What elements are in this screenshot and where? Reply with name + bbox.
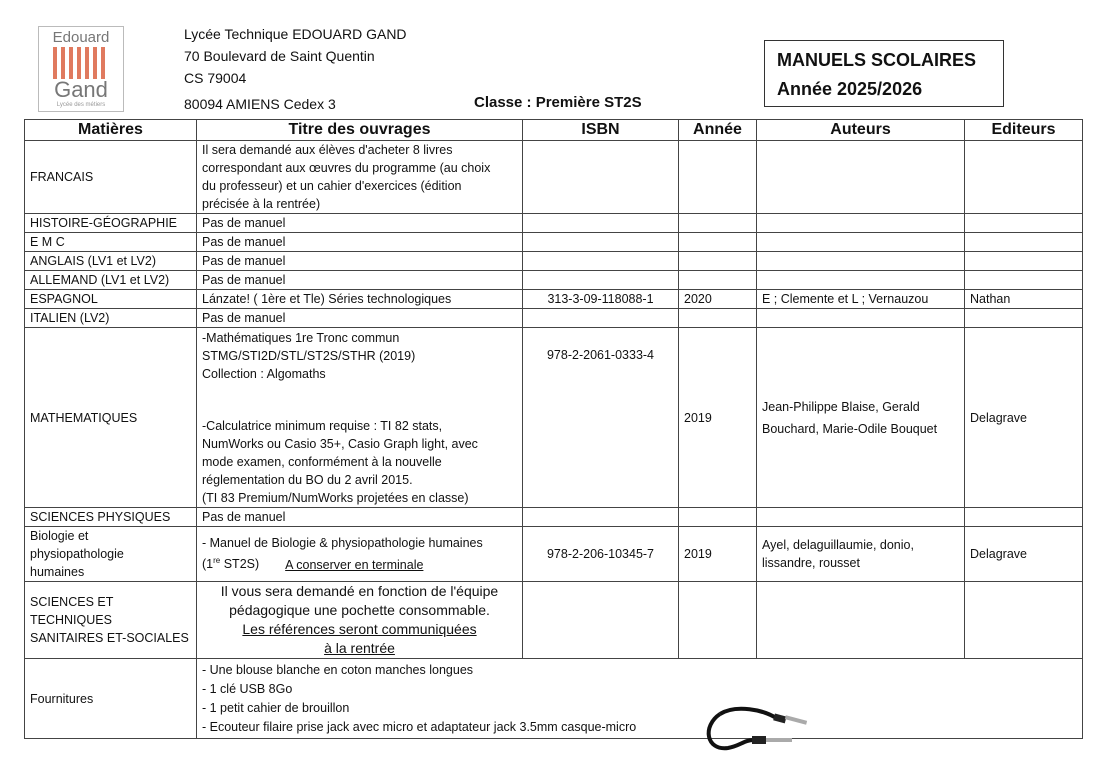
- year-cell: 2019: [679, 527, 757, 582]
- authors-cell: [757, 233, 965, 252]
- col-header-matieres: Matières: [25, 120, 197, 141]
- authors-cell: [757, 252, 965, 271]
- text-line: réglementation du BO du 2 avril 2015.: [202, 472, 413, 487]
- title-cell: Pas de manuel: [197, 271, 523, 290]
- publisher-cell: [965, 271, 1083, 290]
- authors-cell: E ; Clemente et L ; Vernauzou: [757, 290, 965, 309]
- table-row: [25, 214, 1083, 233]
- year-cell: [679, 252, 757, 271]
- year-cell: [679, 214, 757, 233]
- title-cell: [197, 141, 523, 214]
- subject-cell: ITALIEN (LV2): [25, 309, 197, 328]
- address-line-1: Lycée Technique EDOUARD GAND: [184, 26, 407, 42]
- col-header-annee: Année: [679, 120, 757, 141]
- text-line: -Calculatrice minimum requise : TI 82 stats,: [202, 418, 443, 433]
- text-line: pédagogique une pochette consommable.: [229, 602, 490, 618]
- table-row: [25, 328, 1083, 508]
- col-header-titre: Titre des ouvrages: [197, 120, 523, 141]
- subject-cell: [25, 527, 197, 582]
- table-row: [25, 233, 1083, 252]
- subject-cell: E M C: [25, 233, 197, 252]
- year-cell: [679, 508, 757, 527]
- year-cell: [679, 271, 757, 290]
- text-line: humaines: [30, 565, 85, 579]
- list-item: - 1 clé USB 8Go: [202, 681, 293, 696]
- earphone-adapter-icon: [702, 696, 812, 766]
- text-line: Jean-Philippe Blaise, Gerald: [762, 399, 920, 414]
- text-line: SCIENCES ET TECHNIQUES: [30, 595, 114, 627]
- logo-text-top: Edouard: [52, 29, 110, 46]
- year-cell: 2019: [679, 328, 757, 508]
- subject-cell: ALLEMAND (LV1 et LV2): [25, 271, 197, 290]
- subject-cell: HISTOIRE-GÉOGRAPHIE: [25, 214, 197, 233]
- text-line: SANITAIRES ET-SOCIALES: [30, 631, 189, 645]
- subject-cell: ESPAGNOL: [25, 290, 197, 309]
- list-item: - Ecouteur filaire prise jack avec micro et adaptateur jack 3.5mm casque-micro: [202, 719, 637, 734]
- year-cell: [679, 141, 757, 214]
- table-row: [25, 271, 1083, 290]
- authors-cell: [757, 271, 965, 290]
- isbn-cell: [523, 309, 679, 328]
- logo-tagline: Lycée des métiers: [56, 102, 106, 108]
- publisher-cell: Delagrave: [965, 328, 1083, 508]
- text-line: Biologie et: [30, 529, 89, 543]
- isbn-cell: [523, 582, 679, 659]
- title-cell: Pas de manuel: [197, 233, 523, 252]
- publisher-cell: [965, 141, 1083, 214]
- text-line: mode examen, conformément à la nouvelle: [202, 454, 442, 469]
- publisher-cell: [965, 233, 1083, 252]
- text-line: du professeur) et un cahier d'exercices (édition: [202, 179, 462, 193]
- table-row: [25, 659, 1083, 739]
- text-line: -Mathématiques 1re Tronc commun: [202, 330, 400, 345]
- publisher-cell: Delagrave: [965, 527, 1083, 582]
- school-logo: [38, 26, 124, 112]
- text-line: Les références seront communiquées: [242, 621, 477, 637]
- text-part: ST2S): [220, 557, 260, 572]
- text-line: - Manuel de Biologie & physiopathologie humaines: [202, 536, 483, 551]
- publisher-cell: [965, 252, 1083, 271]
- col-header-editeurs: Editeurs: [965, 120, 1083, 141]
- text-part: (1: [202, 557, 214, 572]
- superscript: re: [213, 556, 221, 566]
- authors-cell: [757, 214, 965, 233]
- subject-cell: FRANCAIS: [25, 141, 197, 214]
- subject-cell: ANGLAIS (LV1 et LV2): [25, 252, 197, 271]
- text-line: NumWorks ou Casio 35+, Casio Graph light, avec: [202, 436, 478, 451]
- isbn-cell: [523, 508, 679, 527]
- authors-cell: [757, 527, 965, 582]
- isbn-cell: 978-2-2061-0333-4: [523, 328, 679, 508]
- logo-text-main: Gand: [54, 77, 108, 102]
- text-line: précisée à la rentrée): [202, 197, 321, 211]
- table-row: [25, 582, 1083, 659]
- authors-cell: [757, 309, 965, 328]
- isbn-cell: [523, 214, 679, 233]
- text-line: physiopathologie: [30, 547, 124, 561]
- publisher-cell: [965, 508, 1083, 527]
- text-line: correspondant aux œuvres du programme (au choix: [202, 161, 491, 175]
- text-line: à la rentrée: [324, 640, 395, 656]
- subject-cell: Fournitures: [25, 659, 197, 739]
- title-cell: Pas de manuel: [197, 252, 523, 271]
- title-cell: Lánzate! ( 1ère et Tle) Séries technologiques: [197, 290, 523, 309]
- authors-cell: [757, 508, 965, 527]
- subject-cell: MATHEMATIQUES: [25, 328, 197, 508]
- isbn-cell: [523, 271, 679, 290]
- keep-note: A conserver en terminale: [285, 557, 424, 572]
- year-cell: [679, 582, 757, 659]
- isbn-cell: [523, 252, 679, 271]
- books-table: [24, 119, 1083, 739]
- address-line-4: 80094 AMIENS Cedex 3: [184, 96, 336, 112]
- text-line: STMG/STI2D/STL/ST2S/STHR (2019): [202, 348, 416, 363]
- isbn-cell: [523, 233, 679, 252]
- year-cell: [679, 309, 757, 328]
- year-cell: 2020: [679, 290, 757, 309]
- school-year: Année 2025/2026: [777, 79, 923, 99]
- publisher-cell: [965, 582, 1083, 659]
- doc-title: MANUELS SCOLAIRES: [777, 50, 977, 70]
- authors-cell: [757, 582, 965, 659]
- publisher-cell: [965, 309, 1083, 328]
- authors-cell: [757, 141, 965, 214]
- title-cell: Pas de manuel: [197, 309, 523, 328]
- table-row: [25, 252, 1083, 271]
- col-header-isbn: ISBN: [523, 120, 679, 141]
- text-line: Il sera demandé aux élèves d'acheter 8 livres: [202, 143, 453, 157]
- text-line: Il vous sera demandé en fonction de l'équipe: [220, 583, 499, 599]
- title-box: [764, 40, 1004, 107]
- title-cell: [197, 328, 523, 508]
- title-cell: Pas de manuel: [197, 214, 523, 233]
- list-item: - Une blouse blanche en coton manches longues: [202, 662, 474, 677]
- text-line: Bouchard, Marie-Odile Bouquet: [762, 421, 938, 436]
- address-line-3: CS 79004: [184, 70, 247, 86]
- col-header-auteurs: Auteurs: [757, 120, 965, 141]
- text-line: Collection : Algomaths: [202, 366, 326, 381]
- title-cell: [197, 582, 523, 659]
- text-line: (TI 83 Premium/NumWorks projetées en classe): [202, 490, 469, 505]
- table-row: [25, 141, 1083, 214]
- year-cell: [679, 233, 757, 252]
- class-label: Classe : Première ST2S: [474, 94, 642, 111]
- isbn-cell: 978-2-206-10345-7: [523, 527, 679, 582]
- table-row: [25, 290, 1083, 309]
- address-line-2: 70 Boulevard de Saint Quentin: [184, 48, 375, 64]
- text-line: lissandre, rousset: [762, 556, 860, 570]
- subject-cell: [25, 582, 197, 659]
- text-line: Ayel, delaguillaumie, donio,: [762, 538, 914, 552]
- table-row: [25, 508, 1083, 527]
- subject-cell: SCIENCES PHYSIQUES: [25, 508, 197, 527]
- publisher-cell: Nathan: [965, 290, 1083, 309]
- list-item: - 1 petit cahier de brouillon: [202, 700, 350, 715]
- isbn-cell: 313-3-09-118088-1: [523, 290, 679, 309]
- publisher-cell: [965, 214, 1083, 233]
- text-line: [202, 552, 517, 573]
- supplies-cell: [197, 659, 1083, 739]
- logo-bars-icon: [53, 47, 109, 81]
- table-row: [25, 309, 1083, 328]
- isbn-cell: [523, 141, 679, 214]
- table-row: [25, 527, 1083, 582]
- table-header-row: [25, 120, 1083, 141]
- authors-cell: [757, 328, 965, 508]
- title-cell: [197, 527, 523, 582]
- title-cell: Pas de manuel: [197, 508, 523, 527]
